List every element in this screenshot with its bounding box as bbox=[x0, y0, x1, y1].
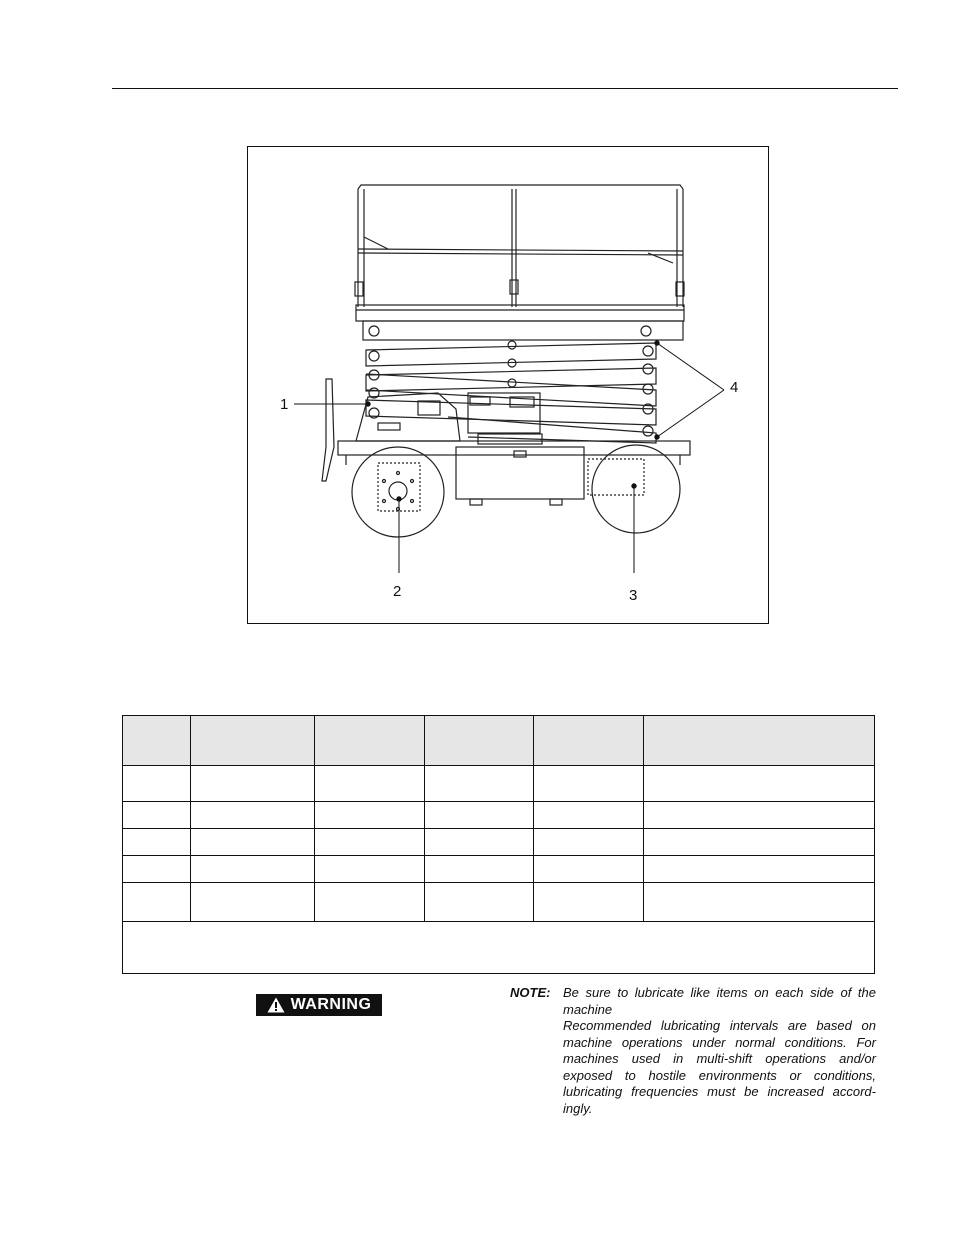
table-header-cell bbox=[191, 716, 315, 766]
callout-1: 1 bbox=[280, 396, 289, 413]
note-text-2: Recommended lubricating intervals are based on machine operations under normal conditions. For machines used in multi-shift operations and/or exposed to hostile environments or conditions, lubricating frequencies must be increased accord-ingly. bbox=[563, 1018, 876, 1116]
table-header-cell bbox=[123, 716, 191, 766]
note-text-1: Be sure to lubricate like items on each side of the machine bbox=[563, 985, 876, 1017]
table-row bbox=[123, 829, 875, 856]
table-row bbox=[123, 883, 875, 922]
header-rule bbox=[112, 88, 898, 89]
warning-triangle-icon bbox=[267, 997, 285, 1013]
lubrication-figure bbox=[247, 146, 769, 624]
table-row bbox=[123, 802, 875, 829]
warning-label: WARNING bbox=[290, 996, 372, 1013]
table-header-cell bbox=[534, 716, 644, 766]
table-footer-row bbox=[123, 922, 875, 974]
warning-badge bbox=[256, 994, 382, 1016]
table-row bbox=[123, 856, 875, 883]
scissor-lift-drawing bbox=[248, 147, 770, 625]
callout-3: 3 bbox=[629, 587, 638, 604]
callout-2: 2 bbox=[393, 583, 402, 600]
table-header-cell bbox=[644, 716, 875, 766]
note-block bbox=[510, 985, 876, 1117]
table-header-cell bbox=[315, 716, 425, 766]
table-header-row bbox=[123, 716, 875, 766]
lubrication-table bbox=[122, 715, 875, 974]
callout-4: 4 bbox=[730, 379, 739, 396]
note-label: NOTE: bbox=[510, 985, 551, 1000]
table-row bbox=[123, 766, 875, 802]
table-header-cell bbox=[425, 716, 534, 766]
